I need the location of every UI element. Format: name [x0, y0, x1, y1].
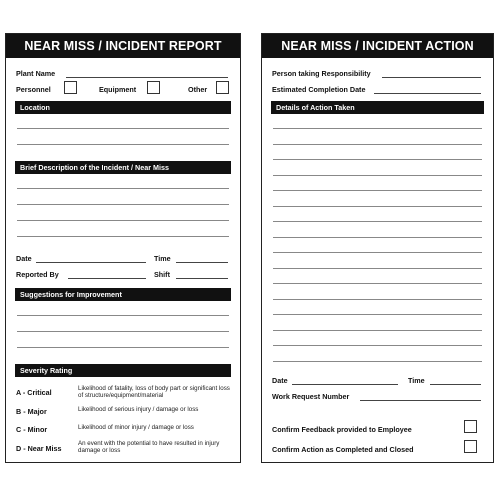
description-line[interactable]	[17, 188, 229, 189]
other-checkbox[interactable]	[216, 81, 229, 94]
work-request-field[interactable]	[360, 400, 481, 401]
incident-action-card	[261, 33, 494, 463]
location-line[interactable]	[17, 128, 229, 129]
plant-name-label: Plant Name	[16, 69, 56, 78]
severity-rating-header: Severity Rating	[15, 364, 231, 377]
personnel-checkbox[interactable]	[64, 81, 77, 94]
action-time-field[interactable]	[430, 384, 481, 385]
confirm-feedback-checkbox[interactable]	[464, 420, 477, 433]
severity-level: D - Near Miss	[16, 444, 62, 453]
severity-description: An event with the potential to have resulted in injury damage or loss	[78, 440, 220, 454]
work-request-label: Work Request Number	[272, 392, 350, 401]
suggestions-line[interactable]	[17, 347, 229, 348]
time-field[interactable]	[176, 262, 228, 263]
estimated-completion-field[interactable]	[374, 93, 481, 94]
action-line[interactable]	[273, 206, 482, 207]
severity-level: C - Minor	[16, 425, 48, 434]
description-line[interactable]	[17, 236, 229, 237]
action-line[interactable]	[273, 330, 482, 331]
action-line[interactable]	[273, 175, 482, 176]
location-header: Location	[15, 101, 231, 114]
action-time-label: Time	[408, 376, 425, 385]
equipment-label: Equipment	[99, 85, 137, 94]
action-line[interactable]	[273, 283, 482, 284]
incident-report-card	[5, 33, 241, 463]
brief-description-header: Brief Description of the Incident / Near Miss	[15, 161, 231, 174]
severity-description: Likelihood of fatality, loss of body part or significant loss of structure/equipment/material	[78, 385, 230, 399]
time-label: Time	[154, 254, 171, 263]
suggestions-header: Suggestions for Improvement	[15, 288, 231, 301]
details-action-header: Details of Action Taken	[271, 101, 484, 114]
severity-level: A - Critical	[16, 388, 52, 397]
confirm-action-checkbox[interactable]	[464, 440, 477, 453]
action-line[interactable]	[273, 237, 482, 238]
action-line[interactable]	[273, 159, 482, 160]
description-line[interactable]	[17, 220, 229, 221]
description-line[interactable]	[17, 204, 229, 205]
action-line[interactable]	[273, 345, 482, 346]
action-line[interactable]	[273, 252, 482, 253]
action-title: NEAR MISS / INCIDENT ACTION	[262, 34, 493, 58]
plant-name-field[interactable]	[66, 77, 228, 78]
confirm-action-label: Confirm Action as Completed and Closed	[272, 445, 414, 454]
action-line[interactable]	[273, 299, 482, 300]
severity-level: B - Major	[16, 407, 47, 416]
equipment-checkbox[interactable]	[147, 81, 160, 94]
reported-by-field[interactable]	[68, 278, 146, 279]
action-date-field[interactable]	[292, 384, 398, 385]
action-date-label: Date	[272, 376, 288, 385]
suggestions-line[interactable]	[17, 331, 229, 332]
action-line[interactable]	[273, 128, 482, 129]
action-line[interactable]	[273, 361, 482, 362]
other-label: Other	[188, 85, 208, 94]
confirm-feedback-label: Confirm Feedback provided to Employee	[272, 425, 412, 434]
severity-description: Likelihood of serious injury / damage or loss	[78, 406, 199, 413]
date-field[interactable]	[36, 262, 146, 263]
action-line[interactable]	[273, 221, 482, 222]
location-line[interactable]	[17, 144, 229, 145]
report-title: NEAR MISS / INCIDENT REPORT	[6, 34, 240, 58]
action-line[interactable]	[273, 144, 482, 145]
date-label: Date	[16, 254, 32, 263]
estimated-completion-label: Estimated Completion Date	[272, 85, 366, 94]
shift-label: Shift	[154, 270, 170, 279]
action-line[interactable]	[273, 268, 482, 269]
person-responsibility-label: Person taking Responsibility	[272, 69, 371, 78]
reported-by-label: Reported By	[16, 270, 59, 279]
action-line[interactable]	[273, 314, 482, 315]
suggestions-line[interactable]	[17, 315, 229, 316]
action-line[interactable]	[273, 190, 482, 191]
personnel-label: Personnel	[16, 85, 51, 94]
person-responsibility-field[interactable]	[382, 77, 481, 78]
shift-field[interactable]	[176, 278, 228, 279]
severity-description: Likelihood of minor injury / damage or loss	[78, 424, 194, 431]
